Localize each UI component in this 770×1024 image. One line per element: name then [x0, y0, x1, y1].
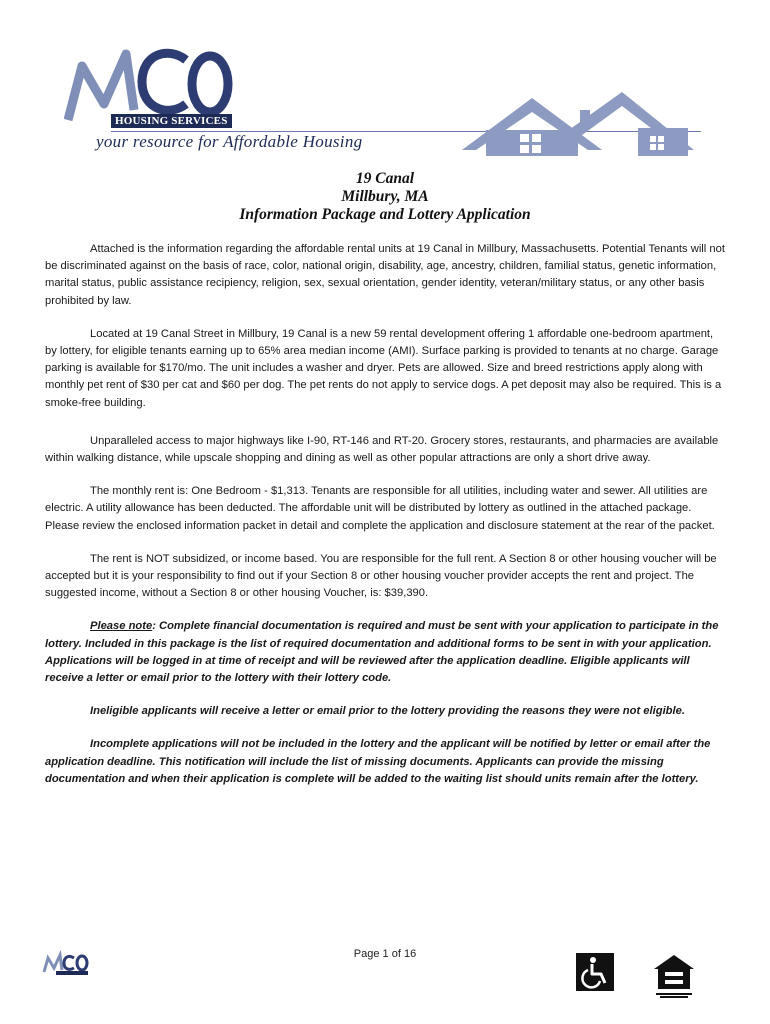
paragraph-access: Unparalleled access to major highways like I-90, RT-146 and RT-20. Grocery stores, restaurants, and pharmacies are available within walking distance, while upscale shopping and dining as well as other popular attractions are only a short drive away.	[45, 434, 719, 465]
equal-housing-icon	[652, 953, 696, 999]
title-line-1: 19 Canal	[355, 170, 415, 187]
note-text: : Complete financial documentation is required and must be sent with your application to participate in the lottery. Included in this package is the list of required documentation and additional forms to be sent in with your application. Applications will be logged in at time of receipt and will be reviewed after the application deadline. Eligible applicants will receive a letter or email prior to the lottery with their lottery code.	[45, 620, 719, 685]
paragraph-location: Located at 19 Canal Street in Millbury, 19 Canal is a new 59 rental development offering 1 affordable one-bedroom apartment, by lottery, for eligible tenants earning up to 65% area median income (AMI). Surface parking is provided to tenants at no charge. Garage parking is available for $170/mo. The unit includes a washer and dryer. Pets are allowed. Size and breed restrictions apply along with monthly pet rent of $30 per cat and $60 per dog. The pet rents do not apply to service dogs. A pet deposit may also be required. This is a smoke-free building.	[45, 327, 722, 409]
letterhead	[0, 0, 770, 165]
houses-roofline-icon	[462, 92, 702, 158]
paragraph-intro: Attached is the information regarding the affordable rental units at 19 Canal in Millbury, Massachusetts. Potential Tenants will not be discriminated against on the basis of race, color, national origin, disability, age, ancestry, children, familial status, genetic information, marital status, public assistance recipiency, religion, sex, sexual orientation, gender identity, veteran/military status, or any other basis prohibited by law.	[45, 243, 725, 307]
paragraph-note	[45, 618, 727, 687]
logo-tagline: your resource for Affordable Housing	[96, 132, 363, 151]
paragraph-incomplete: Incomplete applications will not be included in the lottery and the applicant will be notified by letter or email after the application deadline. This notification will include the list of missing documents. Applicants can provide the missing documentation and when their application is complete will be added to the waiting list should units remain after the lottery.	[45, 738, 711, 785]
document-title	[0, 170, 770, 224]
paragraph-subsidy: The rent is NOT subsidized, or income based. You are responsible for the full rent. A Section 8 or other housing voucher will be accepted but it is your responsibility to find out if your Section 8 or other housing voucher provider accepts the rent and project. The suggested income, without a Section 8 or other housing Voucher, is: $39,390.	[45, 552, 717, 600]
title-line-3: Information Package and Lottery Application	[239, 206, 531, 223]
paragraph-rent: The monthly rent is: One Bedroom - $1,313. Tenants are responsible for all utilities, including water and sewer. All utilities are electric. A utility allowance has been deducted. The affordable unit will be distributed by lottery as outlined in the attached package. Please review the enclosed information packet in detail and complete the application and disclosure statement at the rear of the packet.	[45, 485, 715, 532]
title-line-2: Millbury, MA	[341, 188, 429, 205]
housing-services-badge: HOUSING SERVICES	[111, 114, 232, 128]
paragraph-ineligible: Ineligible applicants will receive a letter or email prior to the lottery providing the reasons they were not eligible.	[90, 705, 685, 718]
document-body	[45, 241, 727, 804]
accessibility-icon	[576, 953, 614, 991]
note-label: Please note	[90, 620, 153, 633]
page-number: Page 1 of 16	[353, 948, 417, 960]
